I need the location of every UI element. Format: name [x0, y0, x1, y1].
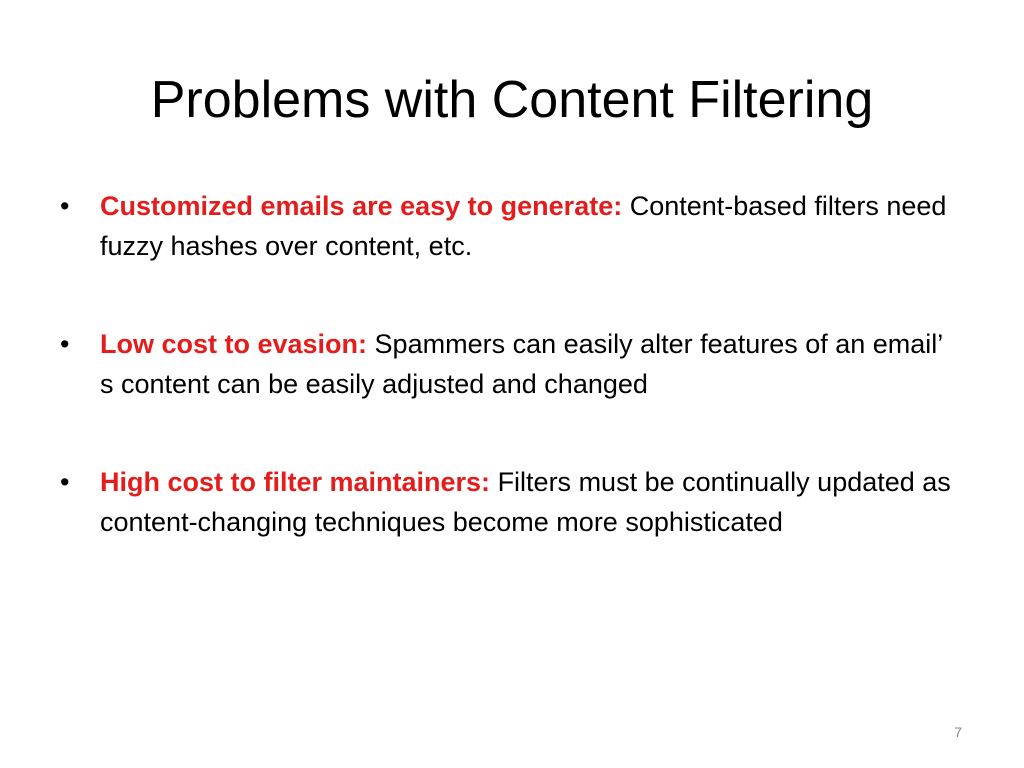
bullet-icon: •	[60, 191, 70, 221]
bullet-item	[60, 186, 960, 266]
slide-title: Problems with Content Filtering	[150, 71, 874, 129]
page-number: 7	[954, 724, 962, 740]
bullet-text: Content-based filters need fuzzy hashes over content, etc.	[100, 191, 947, 261]
bullet-lead: High cost to filter maintainers:	[100, 467, 498, 497]
bullet-icon: •	[60, 467, 70, 497]
bullet-list	[60, 186, 960, 600]
bullet-item	[60, 324, 960, 404]
bullet-lead: Low cost to evasion:	[100, 329, 375, 359]
bullet-text: Spammers can easily alter features of an email’ s content can be easily adjusted and changed	[100, 329, 943, 399]
bullet-icon: •	[60, 329, 70, 359]
bullet-text: Filters must be continually updated as content-changing techniques become more sophisticated	[100, 467, 951, 537]
bullet-lead: Customized emails are easy to generate:	[100, 191, 630, 221]
bullet-item	[60, 462, 960, 542]
